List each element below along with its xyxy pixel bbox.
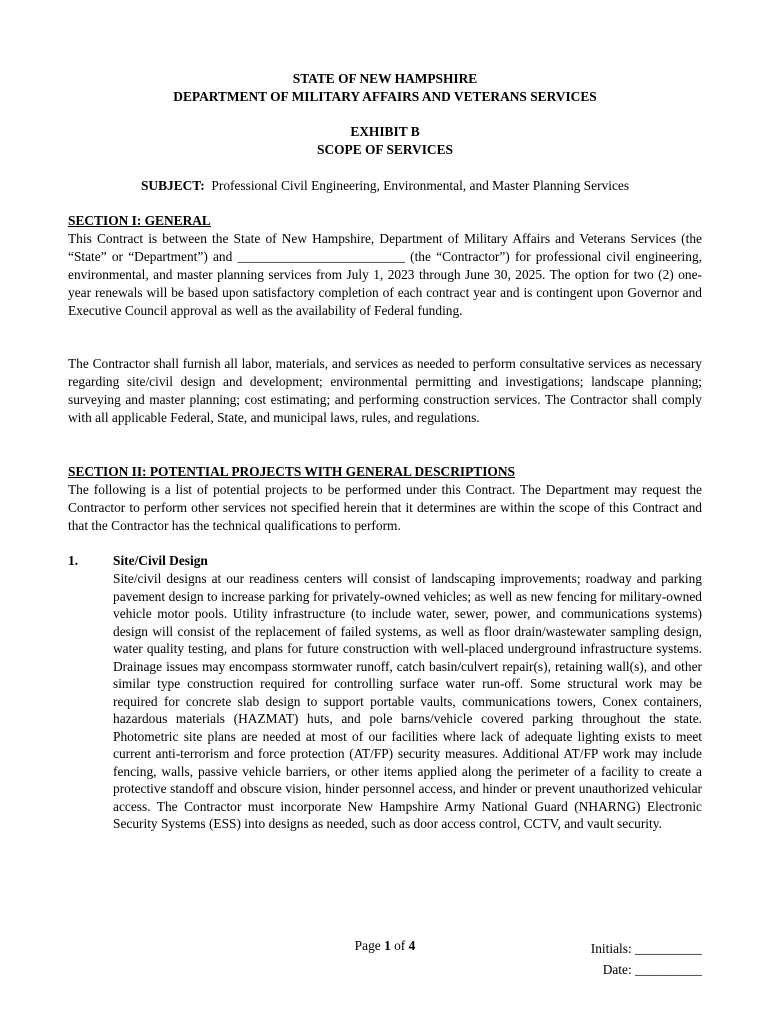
scope-title: SCOPE OF SERVICES <box>317 142 453 157</box>
initials-line: Initials: __________ <box>590 941 702 956</box>
subject-label: SUBJECT: <box>140 178 205 193</box>
page-number: Page 1 of 4 <box>354 938 416 953</box>
header-department: DEPARTMENT OF MILITARY AFFAIRS AND VETERANS SERVICES <box>173 89 597 104</box>
header-state: STATE OF NEW HAMPSHIRE <box>292 71 478 86</box>
initials-block <box>591 938 702 980</box>
item-title: Site/Civil Design <box>113 553 208 568</box>
section-2-heading: SECTION II: POTENTIAL PROJECTS WITH GENERAL DESCRIPTIONS <box>68 464 515 479</box>
section-1-heading: SECTION I: GENERAL <box>68 213 211 228</box>
subject-line <box>68 177 702 195</box>
item-body: Site/civil designs at our readiness centers will consist of landscaping improvements; roadway and parking pavement design to increase parking for privately-owned vehicles; as well as new fencing for military-owned vehicle motor pools. Utility infrastructure (to include water, sewer, power, and communications systems) design will consist of the replacement of failed systems, as well as floor drain/wastewater sampling design, water quality testing, and plans for future construction with well-placed underground infrastructure systems. Drainage issues may encompass stormwater runoff, catch basin/culvert repair(s), retaining wall(s), and other similar type construction required for controlling surface water run-off. Some structural work may be required for concrete slab design to support portable vaults, communications towers, Conex containers, hazardous materials (HAZMAT) huts, and pole barns/vehicle covered parking throughout the state. Photometric site plans are needed at most of our facilities where lack of adequate lighting exists to meet current anti-terrorism and force protection (AT/FP) security measures. Additional AT/FP work may include fencing, walls, passive vehicle barriers, or other items applied along the perimeter of a facility to create a protective standoff and obscure vision, hinder personnel access, and hinder or prevent unauthorized vehicular access. The Contractor must incorporate New Hampshire Army National Guard (NHARNG) Electronic Security Systems (ESS) into designs as needed, such as door access control, CCTV, and vault security. <box>113 571 702 831</box>
exhibit-title: EXHIBIT B <box>350 124 420 139</box>
section-1-paragraph-2: The Contractor shall furnish all labor, materials, and services as needed to perform consultative services as necessary regarding site/civil design and development; environmental permitting and investigations; landscape planning; surveying and master planning; cost estimating; and performing construction services. The Contractor shall comply with all applicable Federal, State, and municipal laws, rules, and regulations. <box>68 356 702 425</box>
item-number: 1. <box>68 553 79 568</box>
section-2-paragraph-1: The following is a list of potential projects to be performed under this Contract. The Department may request the Contractor to perform other services not specified herein that it determines are within the scope of this Contract and that the Contractor has the technical qualifications to perform. <box>68 482 702 533</box>
section-1-paragraph-1: This Contract is between the State of New Hampshire, Department of Military Affairs and Veterans Services (the “State” or “Department”) and _________________________ (the “Contractor”) for professional civil engineering, environmental, and master planning services from July 1, 2023 through June 30, 2025. The option for two (2) one-year renewals will be based upon satisfactory completion of each contract year and is contingent upon Governor and Executive Council approval as well as the availability of Federal funding. <box>68 231 702 318</box>
subject-text: Professional Civil Engineering, Environmental, and Master Planning Services <box>211 178 630 193</box>
date-line: Date: __________ <box>602 962 702 977</box>
